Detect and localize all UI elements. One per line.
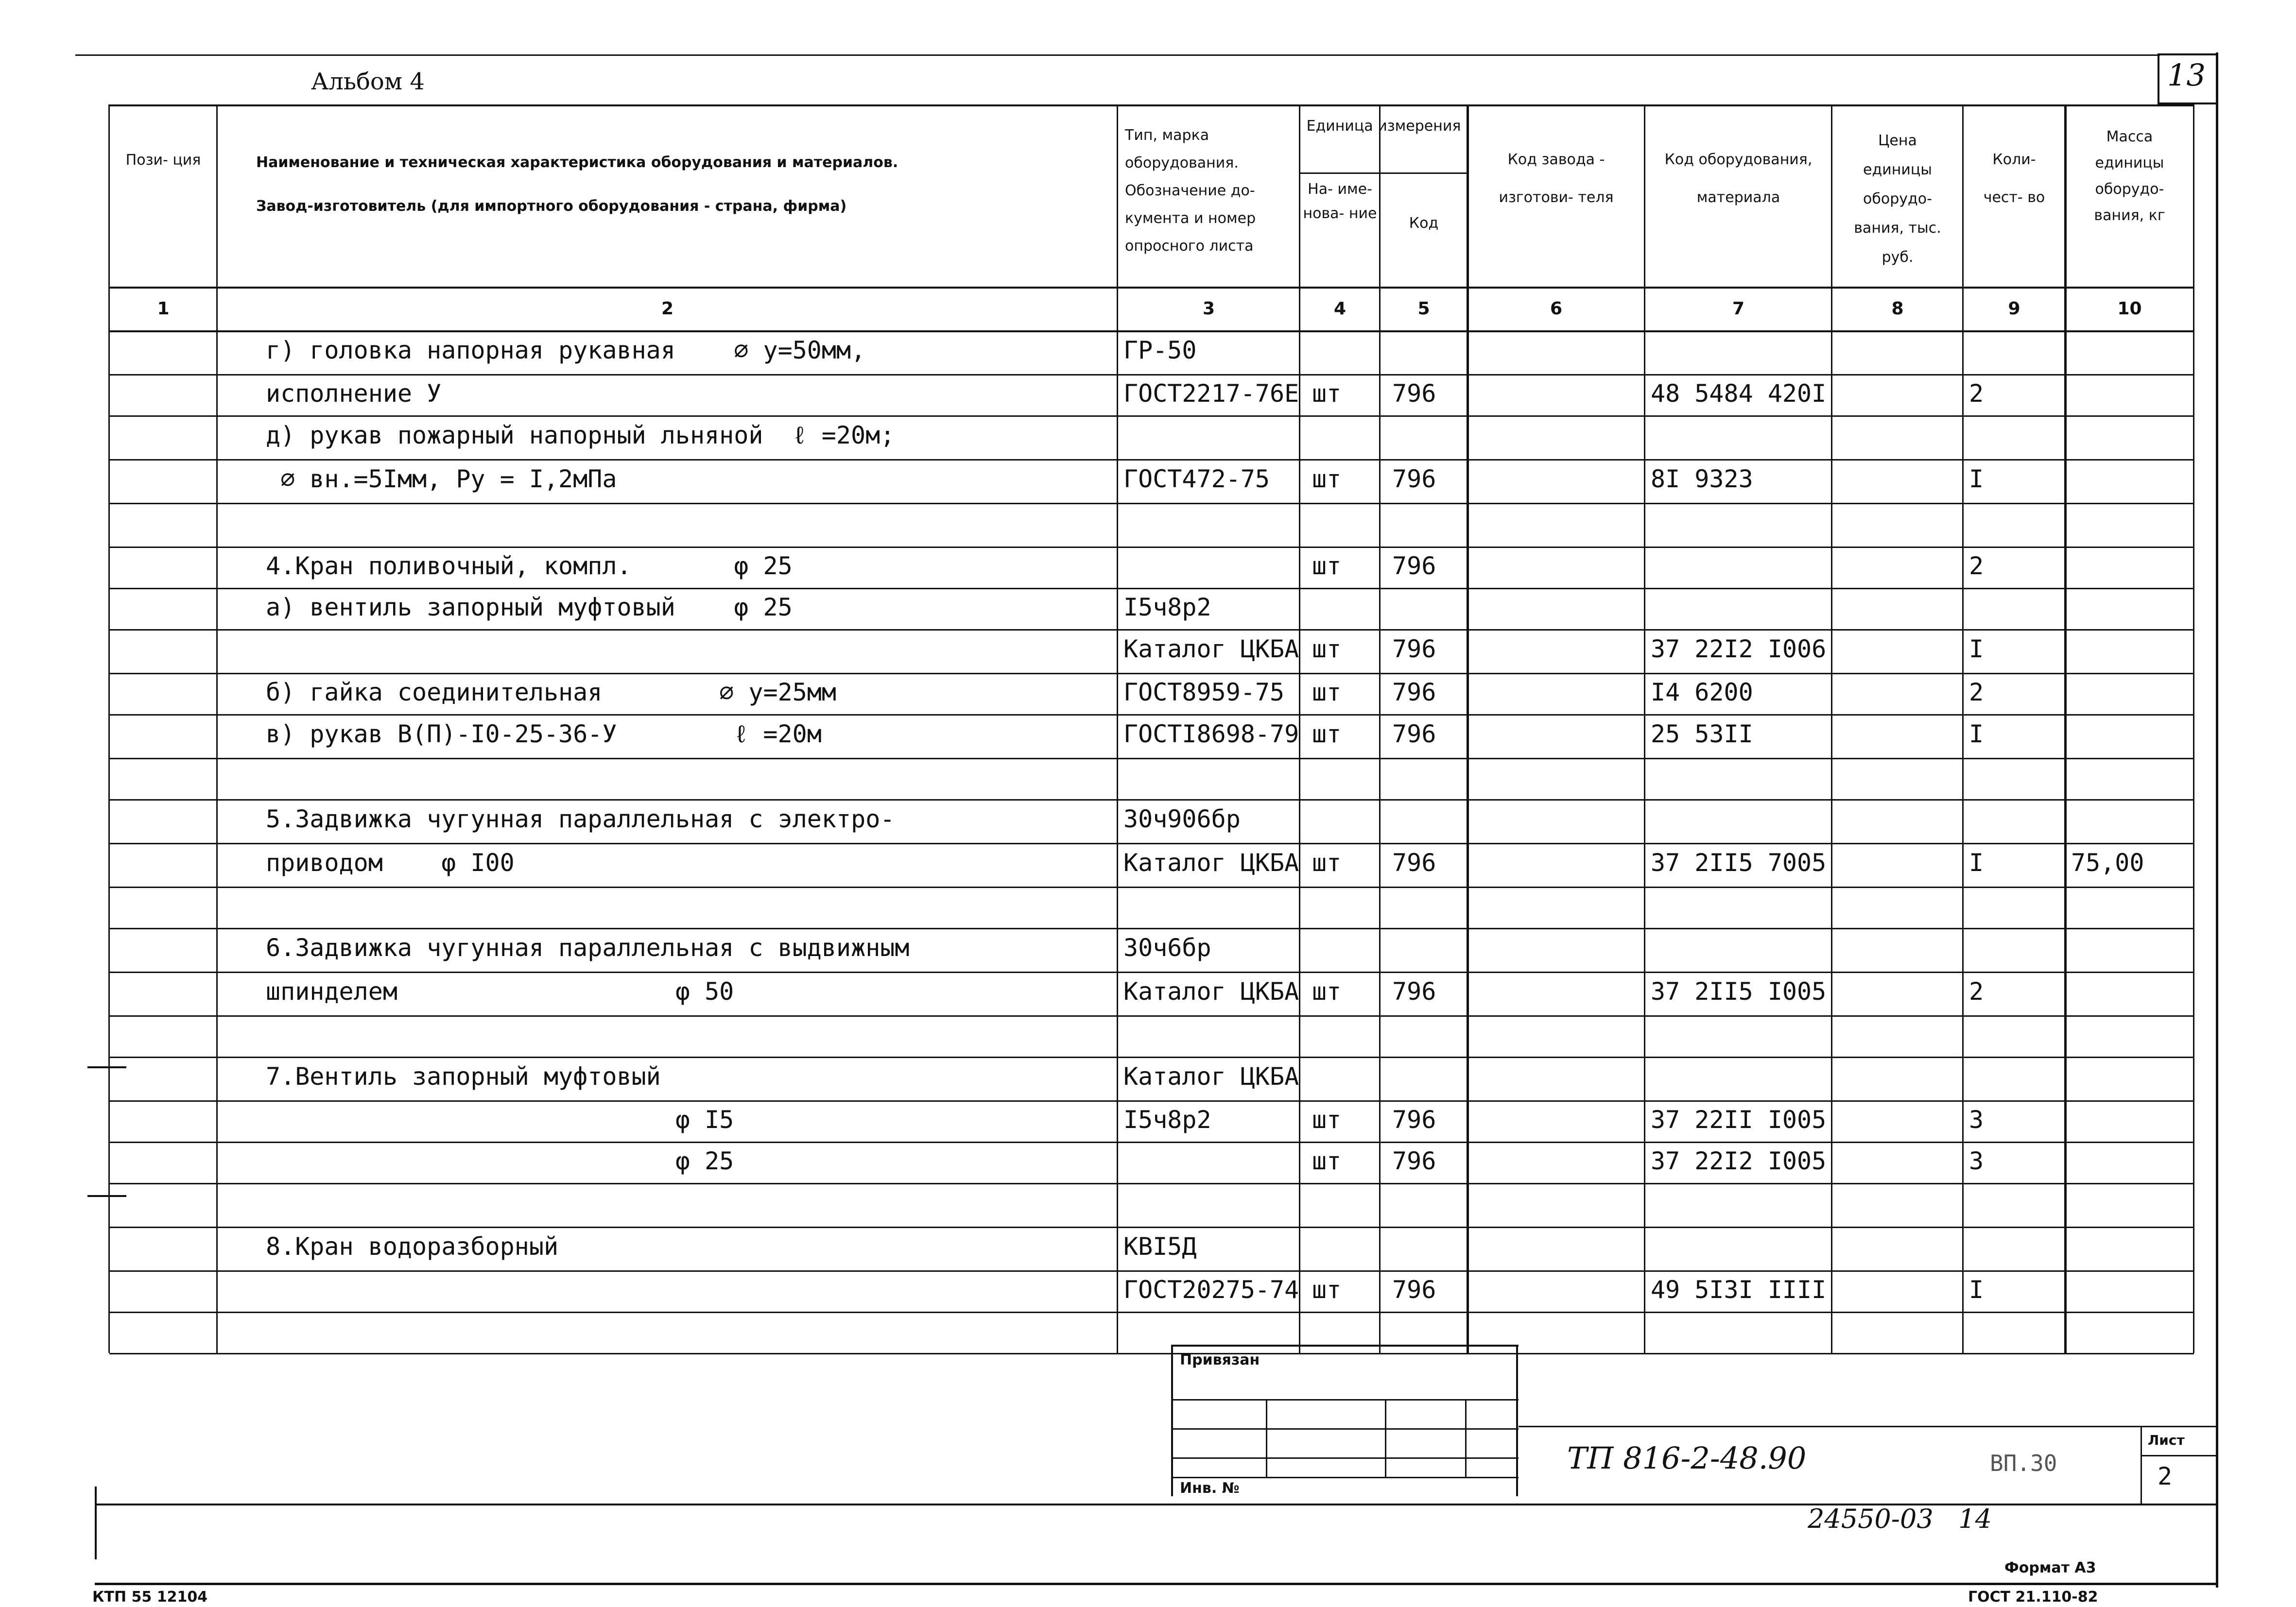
row-0-name: г) головка напорная рукавная ⌀ у=50мм, [266,336,866,364]
doc-code: ТП 816-2-48.90 [1567,1440,1807,1476]
stamp-frame-right [1516,1345,1518,1496]
row-19-name: φ 25 [266,1147,734,1175]
stamp-frame-left [1171,1345,1173,1496]
row-8-unit: шт [1312,678,1342,706]
row-1-equip: 48 5484 420I [1651,379,1827,408]
row-5-unit: шт [1312,552,1342,580]
row-19-equip: 37 22I2 I005 [1651,1147,1827,1175]
row-22-equip: 49 5I3I IIII [1651,1276,1827,1304]
row-line-22 [109,1312,2194,1313]
row-12-code: 796 [1392,849,1436,877]
row-7-equip: 37 22I2 I006 [1651,635,1827,663]
column-number-5: 5 [1417,299,1430,319]
bound-label: Привязан [1180,1351,1260,1368]
row-line-1 [109,415,2194,417]
row-line-5 [109,588,2194,589]
row-9-equip: 25 53II [1651,720,1753,748]
row-8-name: б) гайка соединительная ⌀ у=25мм [266,678,836,706]
row-line-20 [109,1227,2194,1228]
row-17-type: Каталог ЦКБА [1123,1062,1299,1091]
row-3-equip: 8I 9323 [1651,465,1753,493]
col-line-1 [216,104,218,1353]
row-12-mass: 75,00 [2071,849,2144,877]
equipment-table [109,104,2194,1319]
colnum-bottom [109,330,2194,332]
row-7-unit: шт [1312,635,1342,663]
row-line-7 [109,673,2194,674]
row-12-name: приводом φ I00 [266,849,515,877]
header-equip-code: Код оборудования, материала [1664,151,1813,206]
column-number-9: 9 [2008,299,2020,319]
row-5-qty: 2 [1969,552,1984,580]
sheet-number: 2 [2158,1462,2173,1490]
row-7-code: 796 [1392,635,1436,663]
frame-bottom [95,1583,2218,1585]
row-3-code: 796 [1392,465,1436,493]
row-12-equip: 37 2II5 7005 [1651,849,1827,877]
row-14-name: 6.Задвижка чугунная параллельная с выдвижным [266,934,910,962]
col-line-7 [1831,104,1832,1353]
row-8-code: 796 [1392,678,1436,706]
col-line-9 [2064,104,2067,1353]
col-line-0 [108,104,110,1353]
row-19-qty: 3 [1969,1147,1984,1175]
row-9-qty: I [1969,720,1984,748]
sheet-box-left [2141,1426,2142,1504]
col-line-3 [1299,104,1300,1353]
header-name-line1: Наименование и техническая характеристика оборудования и материалов. [256,154,898,171]
row-line-21 [109,1270,2194,1272]
col-line-2 [1117,104,1118,1353]
gost-label: ГОСТ 21.110-82 [1968,1589,2098,1606]
sheet-box-mid [2141,1455,2216,1456]
album-label: Альбом 4 [311,68,425,95]
column-number-10: 10 [2117,299,2142,319]
row-line-16 [109,1057,2194,1058]
row-line-18 [109,1142,2194,1143]
row-7-qty: I [1969,635,1984,663]
row-line-12 [109,887,2194,888]
row-15-type: Каталог ЦКБА [1123,977,1299,1006]
row-line-14 [109,972,2194,973]
row-3-name: ⌀ вн.=5Iмм, Ру = I,2мПа [266,465,617,493]
row-1-unit: шт [1312,379,1342,408]
unit-subheader-rule [1300,172,1467,174]
row-11-name: 5.Задвижка чугунная параллельная с электро- [266,805,895,833]
row-15-qty: 2 [1969,977,1984,1006]
row-15-equip: 37 2II5 I005 [1651,977,1827,1006]
row-11-type: 30ч906бр [1123,805,1241,833]
row-line-17 [109,1100,2194,1102]
row-1-type: ГОСТ2217-76Е [1123,379,1299,408]
row-8-equip: I4 6200 [1651,678,1753,706]
row-9-code: 796 [1392,720,1436,748]
row-3-qty: I [1969,465,1984,493]
row-line-9 [109,758,2194,759]
row-18-code: 796 [1392,1106,1436,1134]
col-line-10 [2193,104,2194,1353]
col-line-4 [1379,104,1381,1353]
stamp-frame-top [1171,1345,1519,1347]
margin-tick-2 [87,1195,126,1197]
col-line-6 [1644,104,1645,1353]
handwritten-note: 24550-03 14 [1808,1504,1992,1534]
row-9-type: ГОСТI8698-79 [1123,720,1299,748]
header-unit-name: На- име- нова- ние [1303,181,1377,222]
table-top [109,104,2194,106]
row-line-3 [109,503,2194,504]
frame-right [2216,52,2218,1588]
column-number-6: 6 [1550,299,1563,319]
row-17-name: 7.Вентиль запорный муфтовый [266,1062,661,1091]
row-line-2 [109,459,2194,461]
row-5-name: 4.Кран поливочный, компл. φ 25 [266,552,793,580]
header-qty: Коли- чест- во [1983,151,2045,206]
row-7-type: Каталог ЦКБА [1123,635,1299,663]
row-12-type: Каталог ЦКБА [1123,849,1299,877]
column-number-7: 7 [1732,299,1745,319]
stamp-col2 [1385,1399,1386,1477]
header-name-line2: Завод-изготовитель (для импортного оборудования - страна, фирма) [256,198,847,215]
header-unit: Единица измерения [1306,118,1461,135]
column-number-4: 4 [1333,299,1347,319]
column-number-8: 8 [1891,299,1904,319]
row-line-10 [109,799,2194,801]
row-9-unit: шт [1312,720,1342,748]
row-22-type: ГОСТ20275-74 [1123,1276,1299,1304]
top-rule [75,54,2160,56]
row-19-code: 796 [1392,1147,1436,1175]
page-mark: 13 [2167,57,2206,93]
row-5-code: 796 [1392,552,1436,580]
row-8-type: ГОСТ8959-75 [1123,678,1285,706]
row-line-23 [109,1353,2194,1354]
row-12-unit: шт [1312,849,1342,877]
row-8-qty: 2 [1969,678,1984,706]
row-line-6 [109,629,2194,631]
footer-left: КТП 55 12104 [92,1589,208,1606]
row-line-11 [109,843,2194,844]
row-line-0 [109,374,2194,376]
header-unit-code: Код [1409,215,1439,232]
sheet-label: Лист [2148,1432,2185,1448]
row-12-qty: I [1969,849,1984,877]
format-label: Формат А3 [2004,1559,2096,1576]
row-15-code: 796 [1392,977,1436,1006]
header-plant-code: Код завода - изготови- теля [1499,151,1614,206]
row-6-type: I5ч8р2 [1123,593,1211,621]
column-number-1: 1 [157,299,170,319]
volume-code: ВП.30 [1990,1450,2057,1476]
header-type: Тип, марка оборудования. Обозначение до- кумента и номер опросного листа [1125,127,1256,255]
row-2-name: д) рукав пожарный напорный льняной ℓ =20м; [266,421,895,449]
row-0-type: ГР-50 [1123,336,1197,364]
row-3-unit: шт [1312,465,1342,493]
header-bottom [109,287,2194,289]
row-6-name: а) вентиль запорный муфтовый φ 25 [266,593,793,621]
row-21-type: КВI5Д [1123,1232,1197,1261]
row-15-name: шпинделем φ 50 [266,977,734,1006]
row-15-unit: шт [1312,977,1342,1006]
frame-left [95,1487,97,1559]
column-number-2: 2 [661,299,674,319]
row-1-name: исполнение У [266,379,442,408]
row-line-13 [109,928,2194,929]
row-3-type: ГОСТ472-75 [1123,465,1270,493]
stamp-row4 [1171,1477,1519,1478]
header-mass: Масса единицы оборудо- вания, кг [2094,128,2165,224]
row-line-15 [109,1015,2194,1017]
stamp-col3 [1465,1399,1467,1477]
row-14-type: 30ч6бр [1123,934,1211,962]
row-1-qty: 2 [1969,379,1984,408]
row-22-qty: I [1969,1276,1984,1304]
title-row-top [1519,1426,2216,1427]
col-line-5 [1467,104,1469,1353]
row-line-4 [109,547,2194,548]
row-18-type: I5ч8р2 [1123,1106,1211,1134]
row-21-name: 8.Кран водоразборный [266,1232,559,1261]
column-number-3: 3 [1202,299,1215,319]
row-18-unit: шт [1312,1106,1342,1134]
row-18-qty: 3 [1969,1106,1984,1134]
margin-tick-1 [87,1066,126,1068]
row-18-name: φ I5 [266,1106,734,1134]
header-price: Цена единицы оборудо- вания, тыс. руб. [1854,132,1941,266]
stamp-col1 [1266,1399,1267,1477]
row-18-equip: 37 22II I005 [1651,1106,1827,1134]
col-line-8 [1962,104,1964,1353]
row-22-code: 796 [1392,1276,1436,1304]
inv-label: Инв. № [1180,1480,1240,1497]
row-line-19 [109,1183,2194,1184]
header-position: Пози- ция [125,152,201,169]
row-9-name: в) рукав В(П)-I0-25-36-У ℓ =20м [266,720,822,748]
row-19-unit: шт [1312,1147,1342,1175]
row-22-unit: шт [1312,1276,1342,1304]
row-1-code: 796 [1392,379,1436,408]
row-line-8 [109,714,2194,716]
